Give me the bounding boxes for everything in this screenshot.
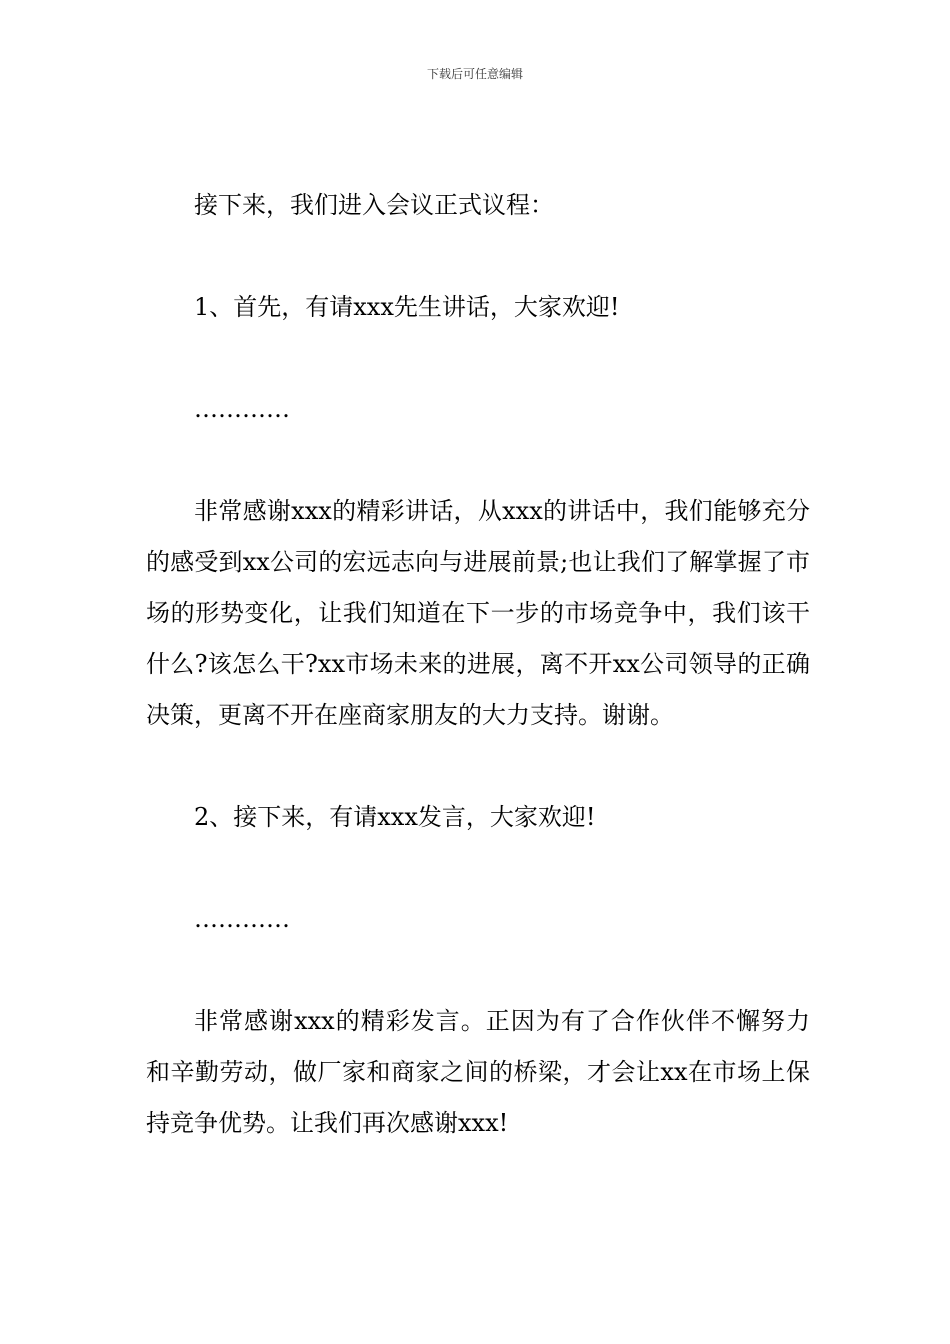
ellipsis-2: ………… [194,905,290,933]
paragraph-gap [146,741,810,792]
agenda-item-2: 2、接下来，有请xxx发言，大家欢迎! [194,803,596,831]
paragraph-gap [146,843,810,894]
agenda-intro: 接下来，我们进入会议正式议程： [194,191,554,219]
paragraph-gap [146,231,810,282]
paragraph-gap [146,945,810,996]
paragraph-gap [146,435,810,486]
agenda-item-1: 1、首先，有请xxx先生讲话，大家欢迎! [194,293,620,321]
page-header: 下载后可任意编辑 [426,67,523,81]
thanks-paragraph-1: 非常感谢xxx的精彩讲话，从xxx的讲话中，我们能够充分的感受到xx公司的宏远志向与进展前景;也让我们了解掌握了市场的形势变化，让我们知道在下一步的市场竞争中，我们该干什么?该怎么干?xx市场未来的进展，离不开xx公司领导的正确决策，更离不开在座商家朋友的大力支持。谢谢。 [146,497,810,729]
thanks-paragraph-2: 非常感谢xxx的精彩发言。正因为有了合作伙伴不懈努力和辛勤劳动，做厂家和商家之间的桥梁，才会让xx在市场上保持竞争优势。让我们再次感谢xxx! [146,1007,810,1137]
paragraph-gap [146,333,810,384]
document-body [146,180,810,1149]
ellipsis-1: ………… [194,395,290,423]
